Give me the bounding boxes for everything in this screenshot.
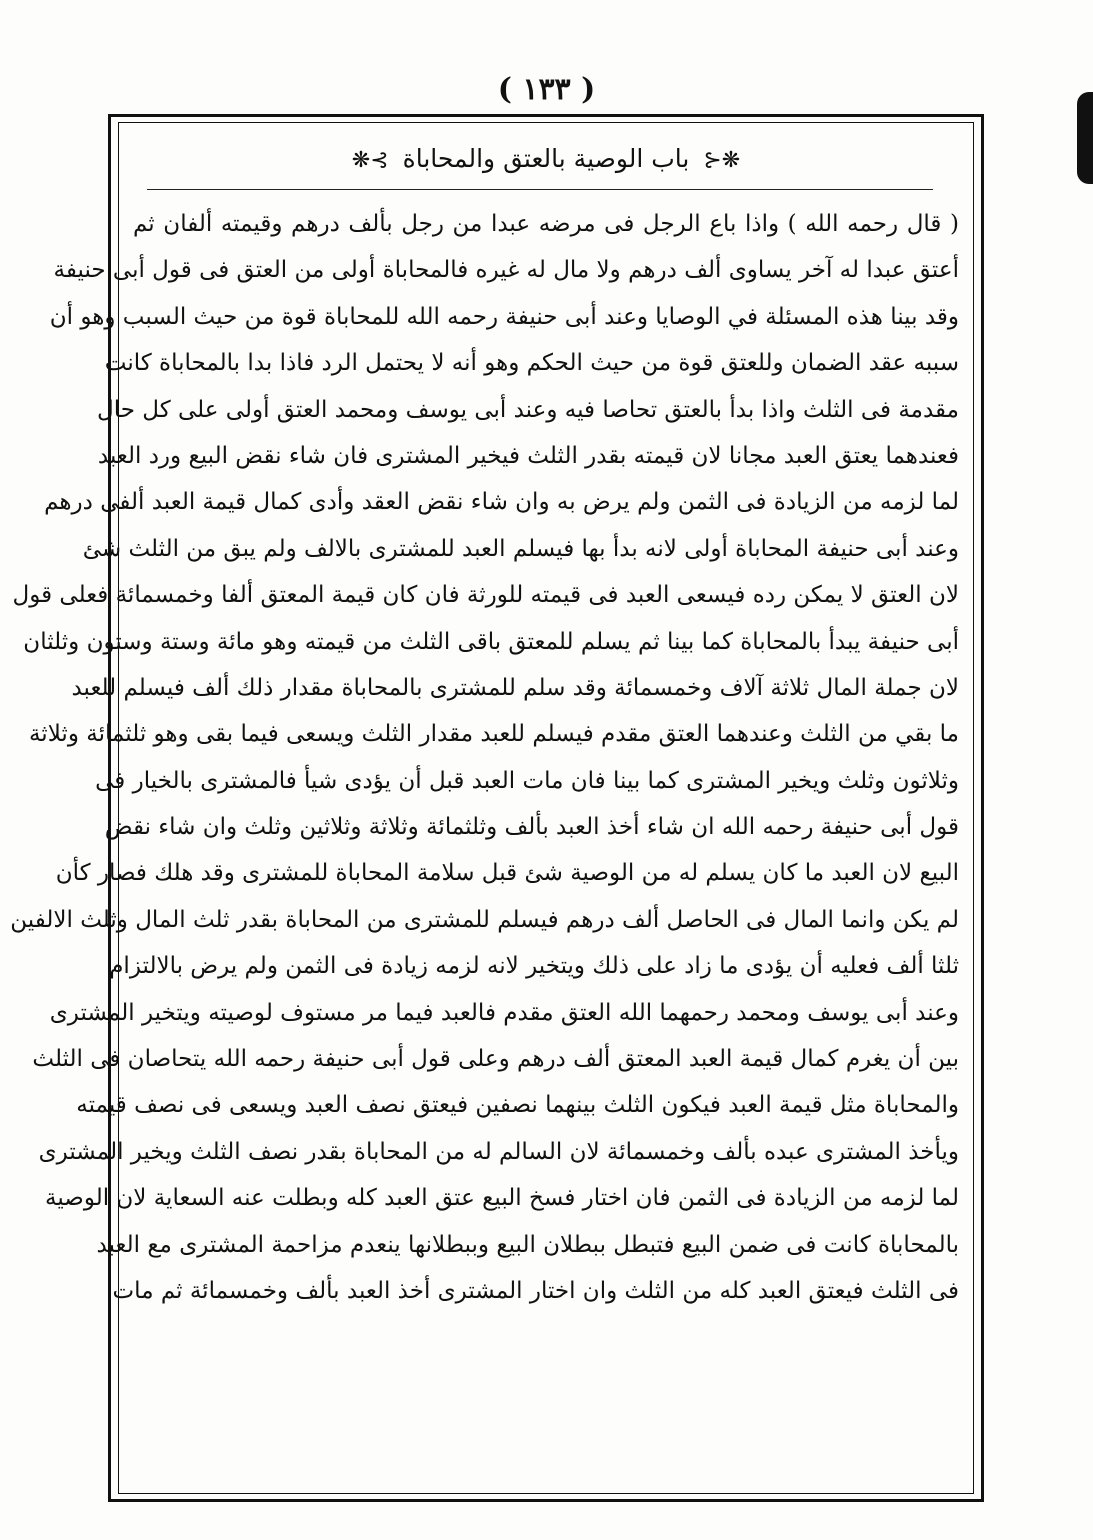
body-text <box>10 201 959 1314</box>
text-line: قول أبى حنيفة رحمه الله ان شاء أخذ العبد بألف وثلثمائة وثلاثة وثلاثين وثلث وان شاء نقض <box>104 814 959 841</box>
text-line: فعندهما يعتق العبد مجانا لان قيمته بقدر الثلث فيخير المشترى فان شاء نقض البيع ورد العبد <box>97 442 959 469</box>
text-line: لم يكن وانما المال فى الحاصل ألف درهم فيسلم للمشترى من المحاباة بقدر ثلث المال وثلث الالفين <box>10 906 959 933</box>
text-line: لان العتق لا يمكن رده فيسعى العبد فى قيمته للورثة فان كان قيمة المعتق ألفا وخمسمائة فعلى قول <box>12 582 959 609</box>
page-frame-inner <box>10 122 974 1494</box>
text-line: لما لزمه من الزيادة فى الثمن فان اختار فسخ البيع عتق العبد كله وبطلت عنه السعاية لان الوصية <box>45 1185 959 1212</box>
text-line: لان جملة المال ثلاثة آلاف وخمسمائة وقد سلم للمشترى بالمحاباة مقدار ذلك ألف فيسلم للعبد <box>71 674 959 701</box>
text-line: وثلاثون وثلث ويخير المشترى كما بينا فان مات العبد قبل أن يؤدى شيأ فالمشترى بالخيار فى <box>95 767 959 794</box>
text-line: سببه عقد الضمان وللعتق قوة من حيث الحكم وهو أنه لا يحتمل الرد فاذا بدا بالمحاباة كانت <box>104 350 959 377</box>
ornament-left: ⊱❋ <box>351 148 389 173</box>
page-number: ( ١٣٣ ) <box>497 72 596 107</box>
text-line: ( قال رحمه الله ) واذا باع الرجل فى مرضه عبدا من رجل بألف درهم وقيمته ألفان ثم <box>133 211 959 237</box>
text-line: ثلثا ألف فعليه أن يؤدى ما زاد على ذلك ويتخير لانه لزمه زيادة فى الثمن ولم يرض بالالتزام <box>109 953 959 980</box>
chapter-title: باب الوصية بالعتق والمحاباة <box>402 144 690 173</box>
scan-edge-mark <box>1077 92 1093 184</box>
text-line: وعند أبى حنيفة المحاباة أولى لانه بدأ بها فيسلم العبد للمشترى بالالف ولم يبق من الثلث شئ <box>82 535 959 562</box>
text-line: أبى حنيفة يبدأ بالمحاباة كما بينا ثم يسلم للمعتق باقى الثلث من قيمته وهو مائة وستة وستون وثلثان <box>23 628 959 655</box>
text-line: لما لزمه من الزيادة فى الثمن ولم يرض به وان شاء نقض العقد وأدى كمال قيمة العبد ألفى درهم <box>44 489 959 516</box>
chapter-heading <box>119 139 973 181</box>
text-line: ما بقي من الثلث وعندهما العتق مقدم فيسلم للعبد مقدار الثلث ويسعى فيما بقى وهو ثلثمائة وثلاثة <box>28 721 959 748</box>
title-divider <box>147 189 933 190</box>
text-line: البيع لان العبد ما كان يسلم له من الوصية شئ قبل سلامة المحاباة للمشترى وقد هلك فصار كأن <box>55 860 959 887</box>
text-line: فى الثلث فيعتق العبد كله من الثلث وان اختار المشترى أخذ العبد بألف وخمسمائة ثم مات <box>112 1277 959 1304</box>
text-line: والمحاباة مثل قيمة العبد فيكون الثلث بينهما نصفين فيعتق نصف العبد ويسعى فى نصف قيمته <box>76 1092 959 1119</box>
text-line: بالمحاباة كانت فى ضمن البيع فتبطل ببطلان البيع وببطلانها ينعدم مزاحمة المشترى مع العبد <box>96 1231 959 1258</box>
text-line: ويأخذ المشترى عبده بألف وخمسمائة لان السالم له من المحاباة بقدر نصف الثلث ويخير المشترى <box>38 1138 959 1165</box>
ornament-right: ❋⊰ <box>703 148 741 173</box>
text-line: مقدمة فى الثلث واذا بدأ بالعتق تحاصا فيه وعند أبى يوسف ومحمد العتق أولى على كل حال <box>97 396 959 423</box>
text-line: وعند أبى يوسف ومحمد رحمهما الله العتق مقدم فالعبد فيما مر مستوف لوصيته ويتخير المشترى <box>49 999 959 1026</box>
text-line: بين أن يغرم كمال قيمة العبد المعتق ألف درهم وعلى قول أبى حنيفة رحمه الله يتحاصان فى الثلث <box>32 1046 959 1073</box>
text-line: أعتق عبدا له آخر يساوى ألف درهم ولا مال له غيره فالمحاباة أولى من العتق فى قول أبى حنيفة <box>53 257 959 284</box>
text-line: وقد بينا هذه المسئلة في الوصايا وعند أبى حنيفة رحمه الله للمحاباة قوة من حيث السبب وهو أن <box>49 303 959 330</box>
